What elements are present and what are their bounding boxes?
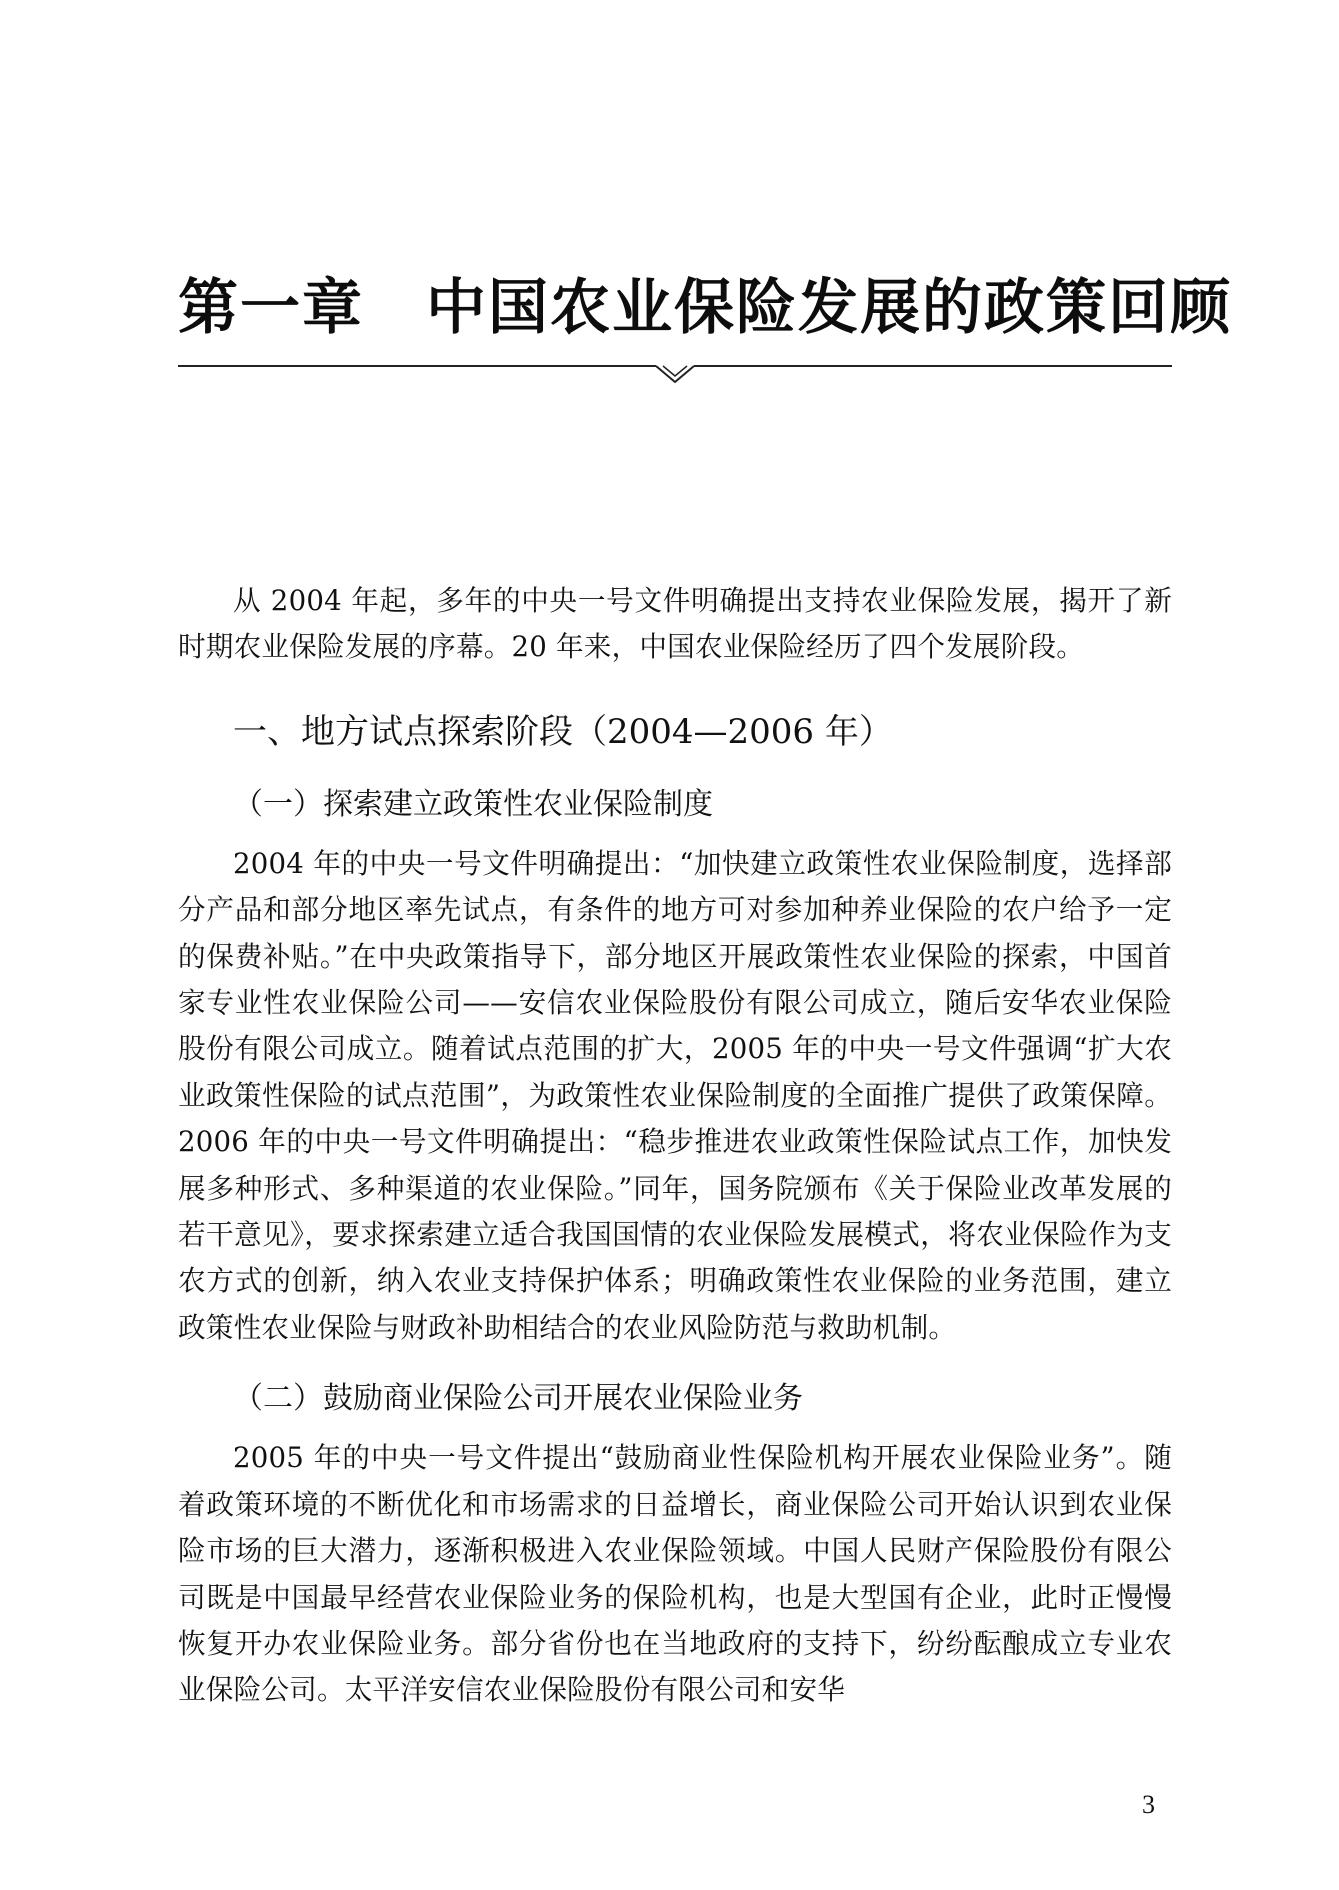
intro-paragraph: 从 2004 年起，多年的中央一号文件明确提出支持农业保险发展，揭开了新时期农业保险发展的序幕。20 年来，中国农业保险经历了四个发展阶段。 <box>178 584 1172 664</box>
section-heading <box>178 707 1172 757</box>
chapter-title <box>178 268 1232 348</box>
section-title: 一、地方试点探索阶段 <box>233 711 573 752</box>
body-content <box>178 578 1172 1714</box>
subsection-heading-1: （一）探索建立政策性农业保险制度 <box>233 786 713 822</box>
subsection-paragraph-1: 2004 年的中央一号文件明确提出：“加快建立政策性农业保险制度，选择部分产品和部分地区率先试点，有条件的地方可对参加种养业保险的农户给予一定的保费补贴。”在中央政策指导下，部分地区开展政策性农业保险的探索，中国首家专业性农业保险公司——安信农业保险股份有限公司成立，随后安华农业保险股份有限公司成立。随着试点范围的扩大，2005 年的中央一号文件强调“扩大农业政策性保险的试点范围”，为政策性农业保险制度的全面推广提供了政策保障。2006 年的中央一号文件明确提出：“稳步推进农业政策性保险试点工作，加快发展多种形式、多种渠道的农业保险。”同年，国务院颁布《关于保险业改革发展的若干意见》，要求探索建立适合我国国情的农业保险发展模式，将农业保险作为支农方式的创新，纳入农业支持保护体系；明确政策性农业保险的业务范围，建立政策性农业保险与财政补助相结合的农业风险防范与救助机制。 <box>178 846 1172 1344</box>
subsection-heading-2: （二）鼓励商业保险公司开展农业保险业务 <box>233 1381 803 1417</box>
chapter-name: 中国农业保险发展的政策回顾 <box>426 273 1232 343</box>
section-years: （2004—2006 年） <box>573 711 893 752</box>
chapter-number: 第一章 <box>178 273 364 343</box>
page-number: 3 <box>1142 1790 1155 1819</box>
title-divider <box>178 355 1172 385</box>
subsection-paragraph-2: 2005 年的中央一号文件提出“鼓励商业性保险机构开展农业保险业务”。随着政策环境的不断优化和市场需求的日益增长，商业保险公司开始认识到农业保险市场的巨大潜力，逐渐积极进入农业保险领域。中国人民财产保险股份有限公司既是中国最早经营农业保险业务的保险机构，也是大型国有企业，此时正慢慢恢复开办农业保险业务。部分省份也在当地政府的支持下，纷纷酝酿成立专业农业保险公司。太平洋安信农业保险股份有限公司和安华 <box>178 1441 1172 1707</box>
